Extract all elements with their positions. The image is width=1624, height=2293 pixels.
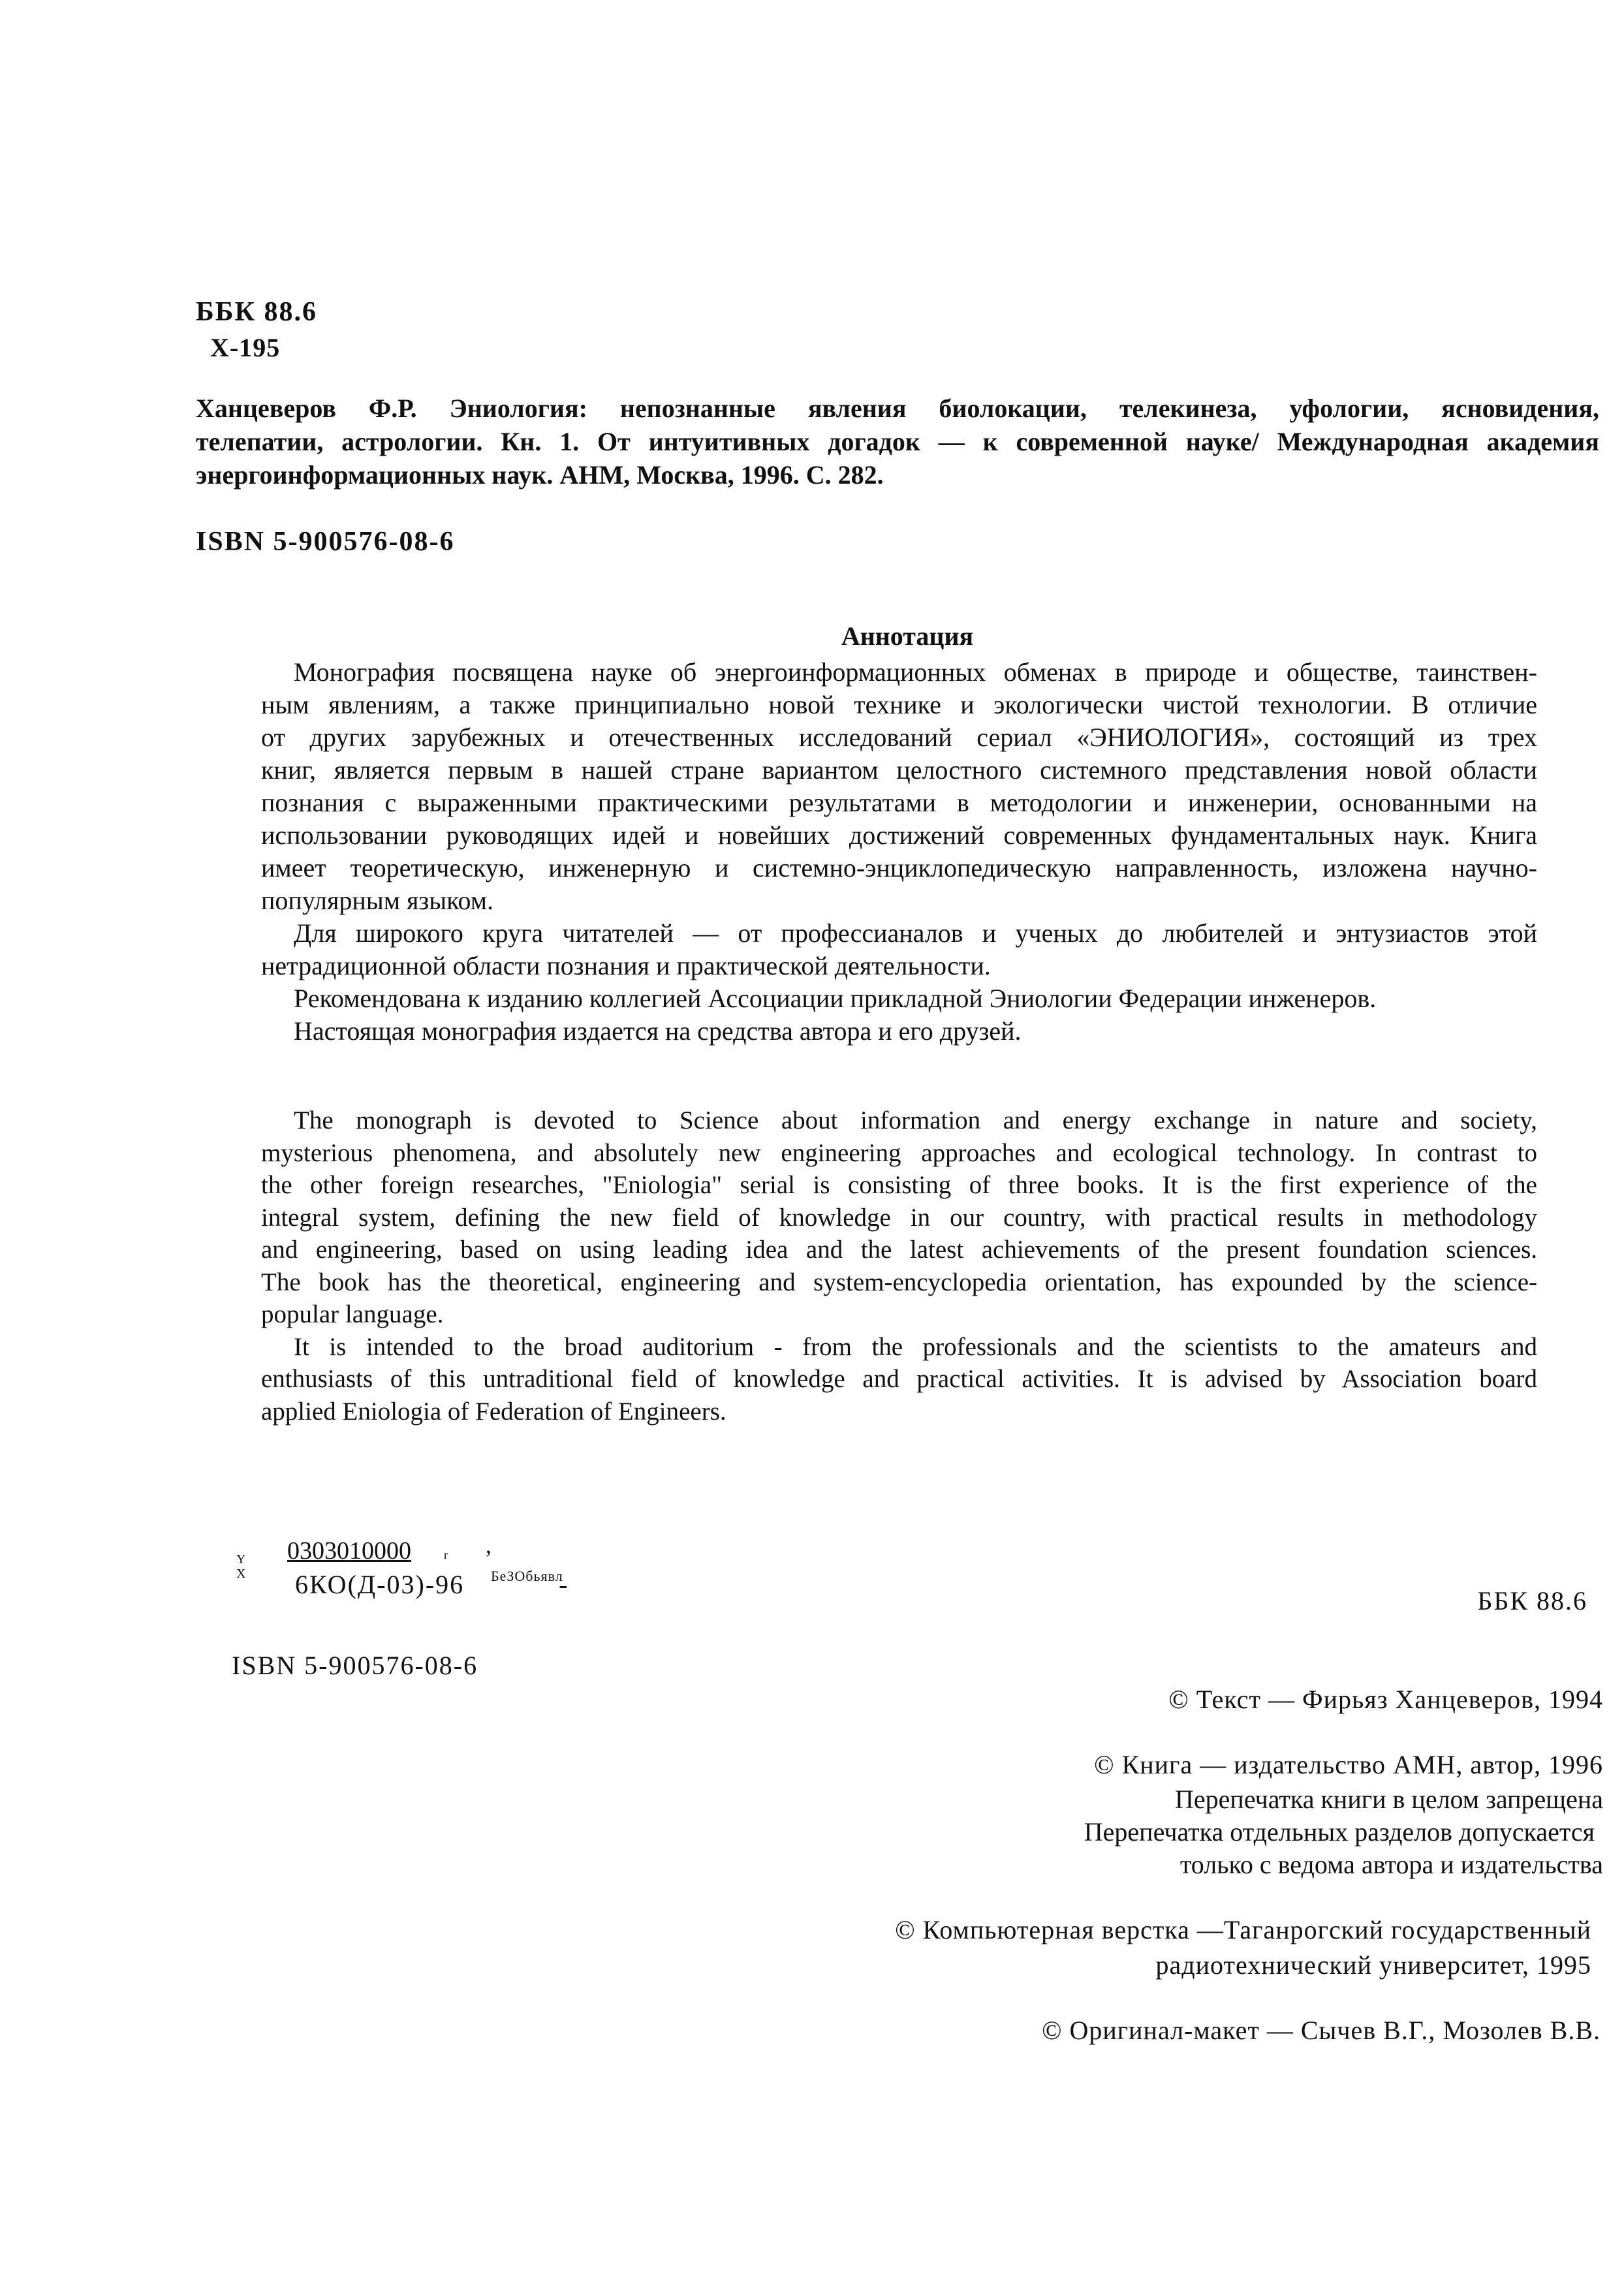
annotation-line: познания с выраженными практическими результатами в методологии и инженерии, основанными на (261, 788, 1537, 817)
classification-side-marks (236, 1552, 245, 1581)
author-index: Х-195 (210, 333, 281, 362)
citation-line: телепатии, астрологии. Кн. 1. От интуитивных догадок — к современной науке/ Международная академия (196, 427, 1599, 456)
english-line: the other foreign researches, "Eniologia" serial is consisting of three books. It is the first experience of the (261, 1171, 1537, 1199)
annotation-line: нетрадиционной области познания и практической деятельности. (261, 951, 991, 980)
english-line: integral system, defining the new field of knowledge in our country, with practical results in methodology (261, 1203, 1537, 1232)
classification-dash: - (559, 1570, 569, 1599)
annotation-line: популярным языком. (261, 886, 494, 915)
english-line: It is intended to the broad auditorium - from the professionals and the scientists to the amateurs and (294, 1332, 1537, 1361)
side-mark-y: Y (236, 1552, 246, 1567)
annotation-body (261, 656, 1537, 1048)
english-line: applied Eniologia of Federation of Engineers. (261, 1397, 726, 1426)
english-line: and engineering, based on using leading idea and the latest achievements of the present foundation sciences. (261, 1236, 1537, 1264)
copyright-mockup: © Оригинал-макет — Сычев В.Г., Мозолев В.В. (1042, 2016, 1601, 2045)
citation-line: энергоинформационных наук. АНМ, Москва, 1996. С. 282. (196, 460, 884, 490)
reprint-notice: только с ведома автора и издательства (1179, 1850, 1603, 1879)
english-annotation (261, 1104, 1537, 1427)
citation-line: Ханцеверов Ф.Р. Эниология: непознанные явления биолокации, телекинеза, уфологии, ясновидения, (196, 394, 1599, 423)
english-line: popular language. (261, 1300, 444, 1328)
isbn-bottom: ISBN 5-900576-08-6 (232, 1651, 478, 1680)
english-line: mysterious phenomena, and absolutely new engineering approaches and ecological technology. In contrast to (261, 1138, 1537, 1167)
copyright-text: © Текст — Фирьяз Ханцеверов, 1994 (1168, 1685, 1603, 1714)
classification-code: 6КО(Д-03)-96 (295, 1570, 465, 1599)
copyright-layout: © Компьютерная верстка —Таганрогский государственный (895, 1915, 1591, 1944)
annotation-line: ным явлениям, а также принципиально новой технике и экологически чистой технологии. В отличие (261, 690, 1537, 719)
reprint-notice: Перепечатка книги в целом запрещена (1175, 1785, 1603, 1814)
english-line: The monograph is devoted to Science about information and energy exchange in nature and society, (294, 1106, 1537, 1134)
annotation-line: от других зарубежных и отечественных исследований сериал «ЭНИОЛОГИЯ», состоящий из трех (261, 723, 1537, 752)
english-line: The book has the theoretical, engineering and system-encyclopedia orientation, has expounded by the science- (261, 1268, 1537, 1296)
classification-mark-r: r (444, 1548, 448, 1561)
annotation-line: использовании руководящих идей и новейших достижений современных фундаментальных наук. Книга (261, 820, 1537, 850)
classification-mark-comma: , (486, 1532, 492, 1558)
english-line: enthusiasts of this untraditional field of knowledge and practical activities. It is advised by Association board (261, 1365, 1537, 1393)
copyright-book: © Книга — издательство АМН, автор, 1996 (1094, 1750, 1603, 1779)
annotation-line: Монография посвящена науке об энергоинформационных обменах в природе и обществе, таинствен- (294, 657, 1537, 687)
annotation-line: книг, является первым в нашей стране вариантом целостного системного представления новой области (261, 755, 1537, 785)
side-mark-x: X (236, 1567, 246, 1581)
annotation-line: Для широкого круга читателей — от профессианалов и ученых до любителей и энтузиастов этой (294, 918, 1537, 948)
bibliographic-citation (196, 392, 1599, 491)
annotation-line: Рекомендована к изданию коллегией Ассоциации прикладной Эниологии Федерации инженеров. (294, 984, 1377, 1013)
annotation-line: имеет теоретическую, инженерную и системно-энциклопедическую направленность, изложена научно- (261, 853, 1537, 882)
classification-superscript: БеЗОбьявл (491, 1568, 563, 1584)
annotation-line: Настоящая монография издается на средства автора и его друзей. (294, 1016, 1022, 1046)
bbk-code: ББК 88.6 (196, 297, 317, 327)
isbn-top: ISBN 5-900576-08-6 (196, 527, 455, 557)
copyright-layout: радиотехнический университет, 1995 (1155, 1950, 1591, 1980)
bbk-code-right: ББК 88.6 (1477, 1586, 1587, 1615)
annotation-title: Аннотация (841, 621, 974, 651)
classification-code-top: 0303010000 (287, 1537, 411, 1565)
reprint-notice: Перепечатка отдельных разделов допускается (1084, 1817, 1595, 1847)
